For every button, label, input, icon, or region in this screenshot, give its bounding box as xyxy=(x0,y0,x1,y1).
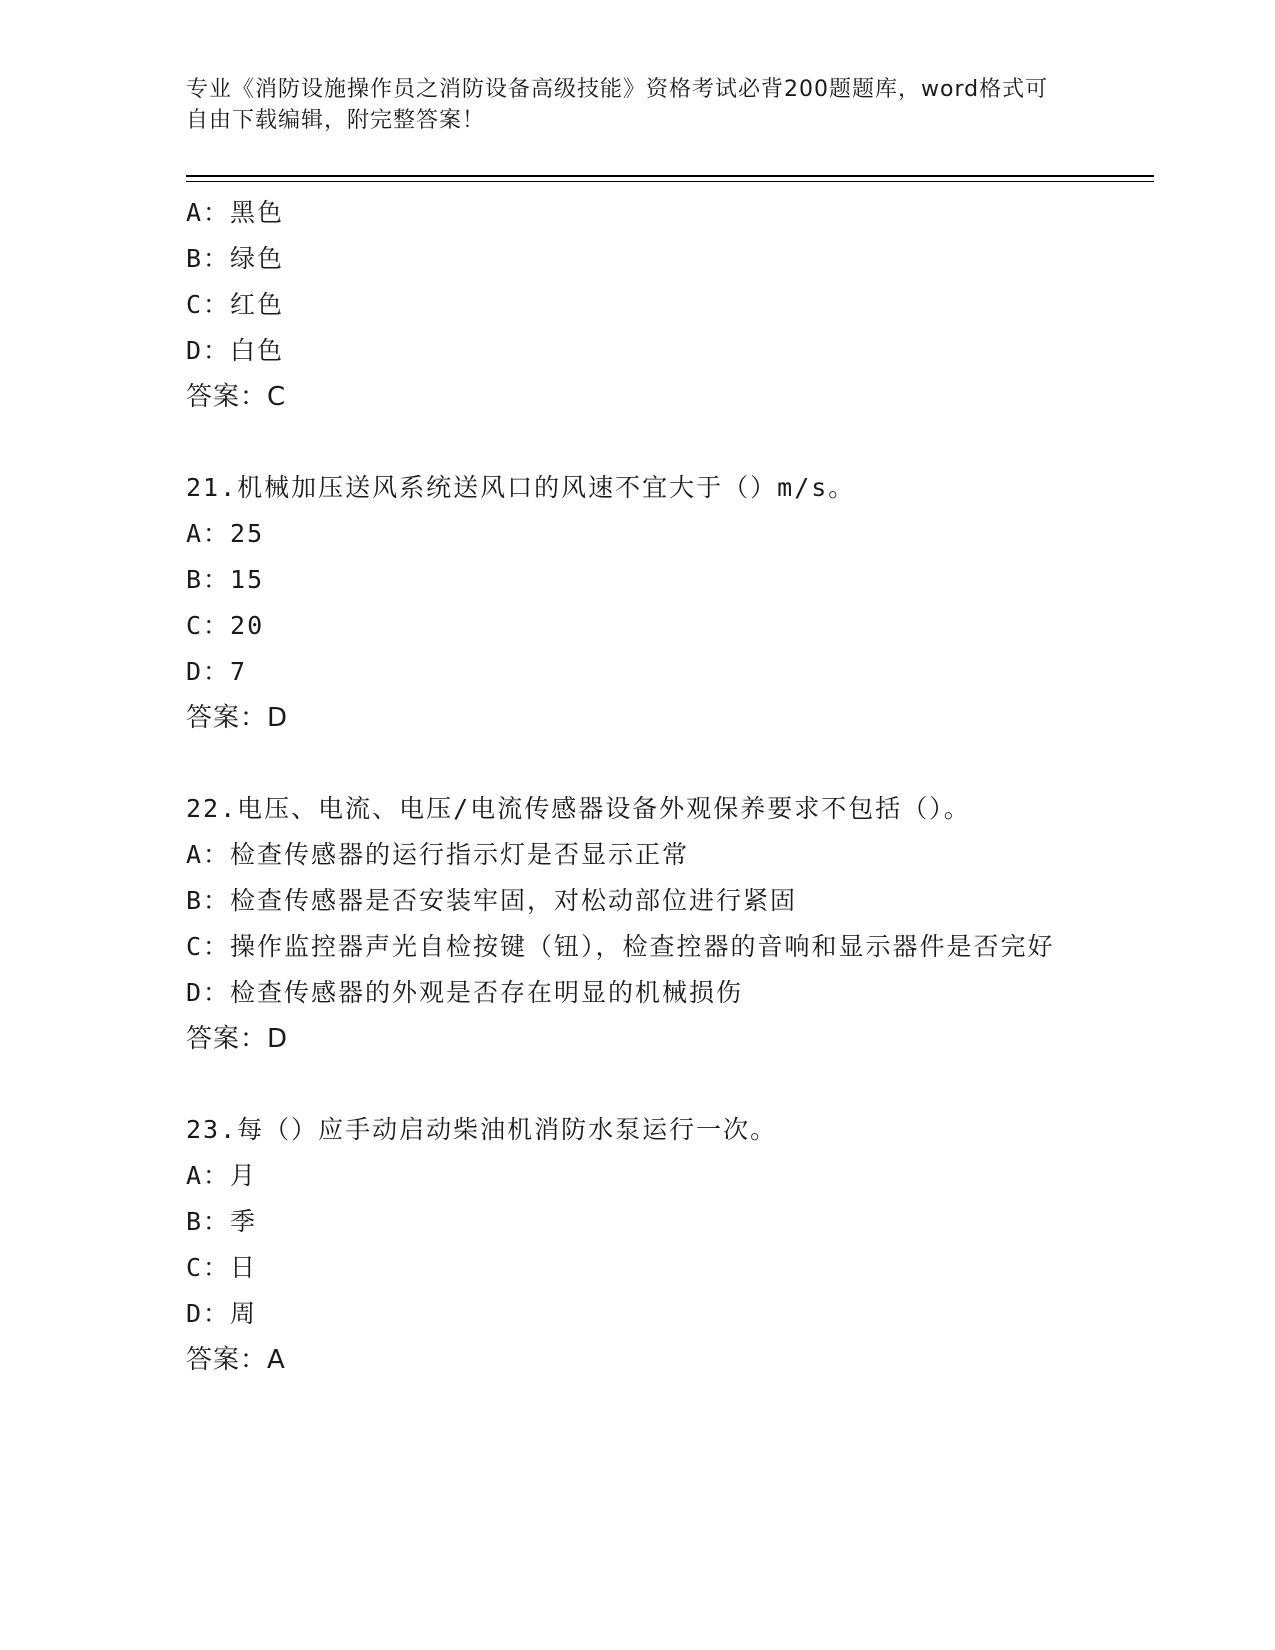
question-text: 22.电压、电流、电压/电流传感器设备外观保养要求不包括（）。 xyxy=(186,794,971,823)
answer: 答案：D xyxy=(186,1024,289,1054)
option-a: A：检查传感器的运行指示灯是否显示正常 xyxy=(186,840,690,869)
document-header: 专业《消防设施操作员之消防设备高级技能》资格考试必背200题题库，word格式可自由下载编辑，附完整答案！ xyxy=(186,77,1049,133)
answer: 答案：A xyxy=(186,1345,286,1375)
question-list xyxy=(186,190,1076,1383)
option-b: B：检查传感器是否安装牢固，对松动部位进行紧固 xyxy=(186,886,798,915)
option-a: A：月 xyxy=(186,1161,258,1190)
question-block xyxy=(186,786,1076,1062)
question-block xyxy=(186,465,1076,741)
option-a: A：25 xyxy=(186,519,265,548)
option-d: D：白色 xyxy=(186,336,285,365)
question-block xyxy=(186,1107,1076,1383)
option-c: C：操作监控器声光自检按键（钮），检查控器的音响和显示器件是否完好 xyxy=(186,932,1055,961)
option-d: D：7 xyxy=(186,657,248,686)
option-c: C：日 xyxy=(186,1253,258,1282)
option-c: C：红色 xyxy=(186,290,285,319)
option-d: D：周 xyxy=(186,1299,258,1328)
answer: 答案：C xyxy=(186,382,287,412)
option-c: C：20 xyxy=(186,611,265,640)
question-text: 21.机械加压送风系统送风口的风速不宜大于（）m/s。 xyxy=(186,473,856,502)
option-a: A：黑色 xyxy=(186,198,285,227)
option-d: D：检查传感器的外观是否存在明显的机械损伤 xyxy=(186,978,744,1007)
option-b: B：绿色 xyxy=(186,244,285,273)
question-text: 23.每（）应手动启动柴油机消防水泵运行一次。 xyxy=(186,1115,778,1144)
header-divider-thin xyxy=(186,181,1154,182)
option-b: B：季 xyxy=(186,1207,258,1236)
option-b: B：15 xyxy=(186,565,265,594)
header-divider-thick xyxy=(186,175,1154,177)
answer: 答案：D xyxy=(186,703,289,733)
question-block xyxy=(186,190,1076,420)
